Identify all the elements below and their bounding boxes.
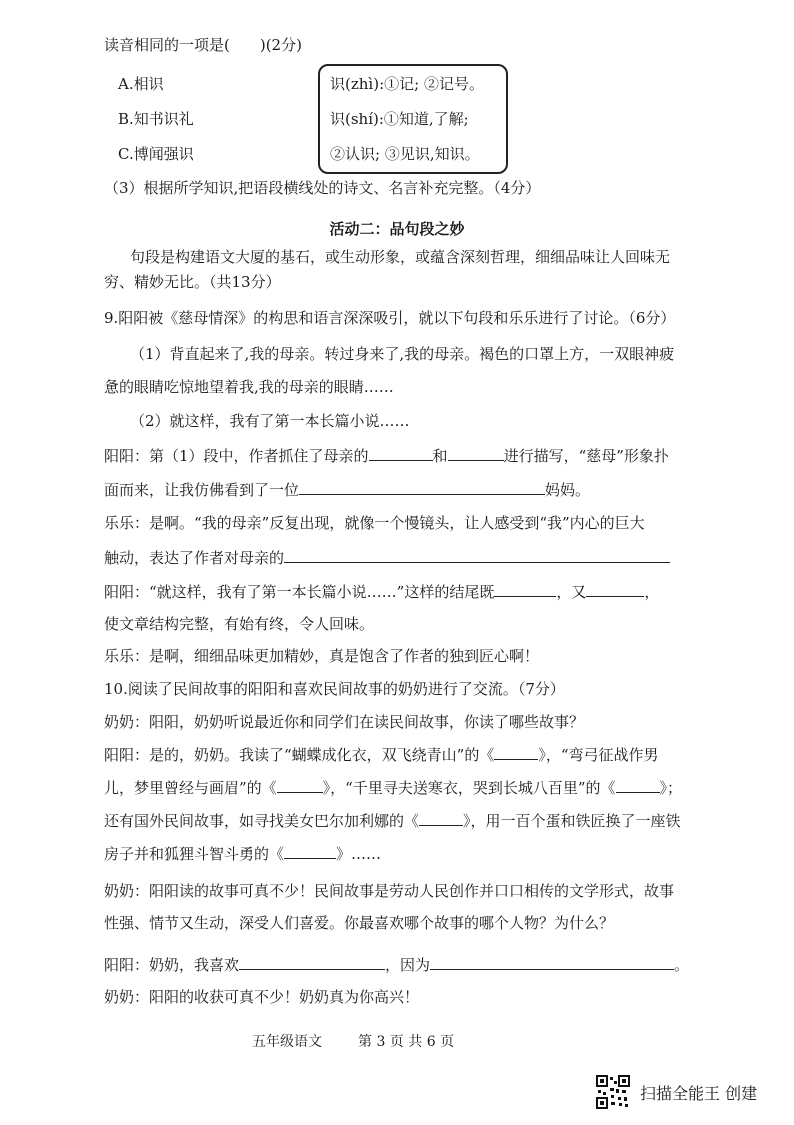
q10-grandma-1: 奶奶：阳阳，奶奶听说最近你和同学们在读民间故事，你读了哪些故事？ [104, 713, 585, 731]
answer-blank[interactable] [448, 444, 504, 461]
q9-dialogue-3: 阳阳：“就这样，我有了第一本长篇小说……”这样的结尾既 ，又 ， [104, 580, 659, 603]
q10-yangyang-4: 房子并和狐狸斗智斗勇的《 》…… [104, 842, 381, 865]
q8-part3: （3）根据所学知识,把语段横线处的诗文、名言补充完整。（4分） [104, 179, 541, 197]
q9-dialogue-3-line-2: 使文章结构完整，有始有终，令人回味。 [104, 615, 375, 633]
option-b: B.知书识礼 [118, 110, 194, 128]
activity-title: 活动二：品句段之妙 [329, 220, 465, 238]
footer-subject: 五年级语文 [252, 1034, 322, 1050]
answer-blank[interactable] [586, 580, 644, 597]
answer-blank[interactable] [277, 776, 323, 793]
footer-page-number: 第 3 页 共 6 页 [358, 1034, 455, 1050]
activity-intro-2: 穷、精妙无比。（共13分） [104, 273, 281, 291]
activity-intro-1: 句段是构建语文大厦的基石，或生动形象，或蕴含深刻哲理，细细品味让人回味无 [130, 248, 671, 266]
answer-blank[interactable] [494, 580, 556, 597]
q10-yangyang-3: 还有国外民间故事，如寻找美女巴尔加利娜的《 》，用一百个蛋和铁匠换了一座铁 [104, 809, 681, 832]
q10-yangyang-2: 儿，梦里曾经与画眉”的《 》，“千里寻夫送寒衣，哭到长城八百里”的《 》； [104, 776, 682, 799]
q9-passage-1-line-1: （1）背直起来了,我的母亲。转过身来了,我的母亲。褐色的口罩上方，一双眼神疲 [130, 345, 675, 363]
answer-blank[interactable] [369, 444, 433, 461]
q9-passage-1-line-2: 惫的眼睛吃惊地望着我,我的母亲的眼睛…… [104, 378, 394, 396]
q9-passage-2: （2）就这样，我有了第一本长篇小说…… [130, 412, 410, 430]
q9-dialogue-1-line-2: 面而来，让我仿佛看到了一位 妈妈。 [104, 478, 590, 501]
answer-blank[interactable] [430, 953, 674, 970]
q8-stem: 读音相同的一项是( )(2分) [104, 36, 302, 54]
q10-yangyang-1: 阳阳：是的，奶奶。我读了“蝴蝶成化衣，双飞绕青山”的《 》，“弯弓征战作男 [104, 743, 659, 766]
answer-blank[interactable] [239, 953, 385, 970]
option-a: A.相识 [118, 75, 164, 93]
q9-dialogue-2: 乐乐：是啊。“我的母亲”反复出现，就像一个慢镜头，让人感受到“我”内心的巨大 [104, 514, 645, 532]
scanner-watermark: 扫描全能王 创建 [640, 1084, 758, 1103]
q10-stem: 10.阅读了民间故事的阳阳和喜欢民间故事的奶奶进行了交流。（7分） [104, 680, 565, 698]
definition-line-2: 识(shí):①知道,了解; [330, 110, 469, 128]
q10-grandma-3: 奶奶：阳阳的收获可真不少！奶奶真为你高兴！ [104, 988, 420, 1006]
definition-line-1: 识(zhì):①记; ②记号。 [330, 75, 484, 93]
q9-dialogue-2-line-2: 触动，表达了作者对母亲的 [104, 546, 670, 569]
q10-yangyang-5: 阳阳：奶奶，我喜欢 ，因为 。 [104, 953, 689, 976]
q9-stem: 9.阳阳被《慈母情深》的构思和语言深深吸引，就以下句段和乐乐进行了讨论。（6分） [104, 309, 676, 327]
answer-blank[interactable] [419, 809, 463, 826]
answer-blank[interactable] [494, 743, 538, 760]
answer-blank[interactable] [284, 842, 336, 859]
answer-blank[interactable] [284, 546, 670, 563]
answer-blank[interactable] [299, 478, 545, 495]
q10-grandma-2: 奶奶：阳阳读的故事可真不少！民间故事是劳动人民创作并口口相传的文学形式，故事 [104, 882, 675, 900]
q10-grandma-2-line-2: 性强、情节又生动，深受人们喜爱。你最喜欢哪个故事的哪个人物？为什么？ [104, 914, 615, 932]
q9-dialogue-1: 阳阳：第（1）段中，作者抓住了母亲的 和 进行描写，“慈母”形象扑 [104, 444, 669, 467]
option-c: C.博闻强识 [118, 145, 194, 163]
definition-line-3: ②认识; ③见识,知识。 [330, 145, 480, 163]
answer-blank[interactable] [616, 776, 660, 793]
qr-code-icon [596, 1075, 630, 1109]
q9-dialogue-4: 乐乐：是啊，细细品味更加精妙，真是饱含了作者的独到匠心啊！ [104, 647, 540, 665]
